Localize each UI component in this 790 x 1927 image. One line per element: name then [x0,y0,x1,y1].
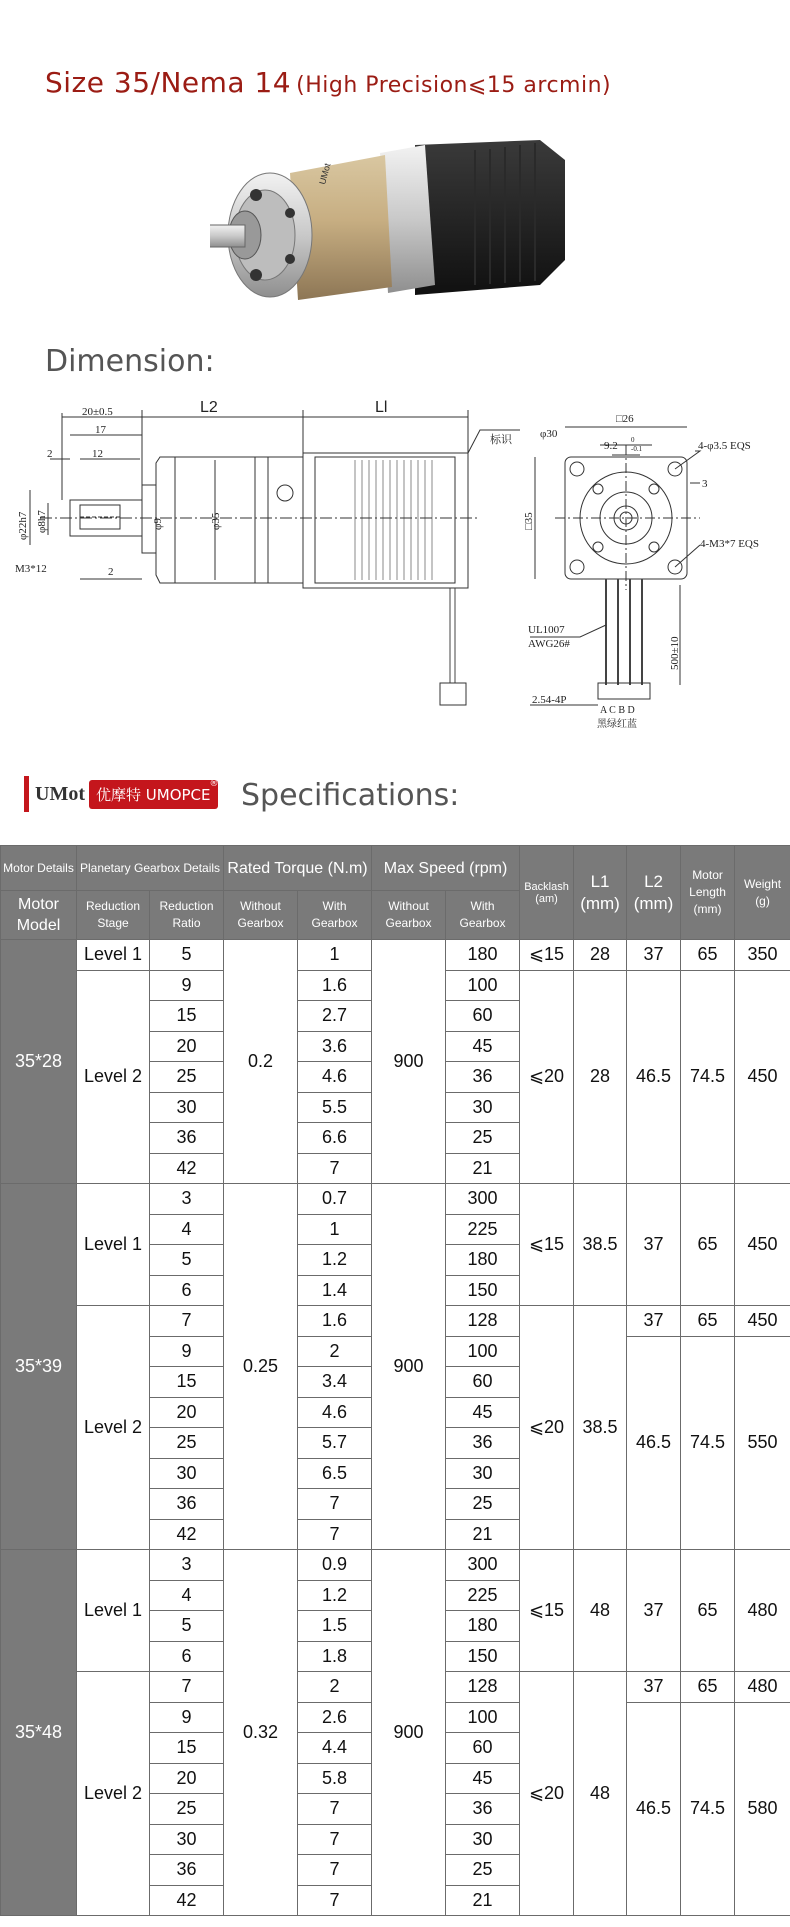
l1-cell: 48 [574,1550,627,1672]
weight-cell: 450 [735,1306,790,1337]
ratio-cell: 36 [150,1123,224,1154]
holes-eqs2: 4-M3*7 EQS [700,538,759,550]
th-motor-length: Motor Length (mm) [681,846,735,940]
backlash-cell: ⩽20 [520,1306,574,1550]
ratio-cell: 15 [150,1367,224,1398]
speed-cell: 45 [446,1763,520,1794]
speed-cell: 30 [446,1458,520,1489]
ratio-cell: 15 [150,1001,224,1032]
dim-2b: 2 [108,566,114,578]
th-gearbox-details: Planetary Gearbox Details [77,846,224,891]
backlash-cell: ⩽15 [520,1550,574,1672]
model-cell: 35*28 [1,940,77,1184]
specifications-table [0,845,790,1916]
svg-text:UMot: UMot [317,162,333,186]
l2-cell: 46.5 [627,1702,681,1916]
brand-logo [24,776,218,812]
torque-cell: 1.4 [298,1275,372,1306]
ratio-cell: 36 [150,1855,224,1886]
speed-cell: 36 [446,1428,520,1459]
speed-cell: 150 [446,1641,520,1672]
ratio-cell: 5 [150,1245,224,1276]
weight-cell: 450 [735,970,790,1184]
dim-l2: L2 [200,399,218,416]
speed-without-cell: 900 [372,1184,446,1550]
ratio-cell: 25 [150,1062,224,1093]
logo-brand: UMOPCE [145,785,211,804]
backlash-cell: ⩽15 [520,940,574,971]
speed-cell: 36 [446,1062,520,1093]
connector: 2.54-4P [532,694,567,706]
l1-cell: 28 [574,940,627,971]
th-weight: Weight (g) [735,846,790,940]
motor-length-cell: 65 [681,940,735,971]
l2-cell: 37 [627,1184,681,1306]
torque-cell: 7 [298,1885,372,1916]
tol-bot: -0.1 [631,445,643,453]
model-cell: 35*48 [1,1550,77,1916]
motor-length-cell: 65 [681,1184,735,1306]
dim-phi9: φ9 [152,518,164,530]
th-speed-with: With Gearbox [446,891,520,940]
torque-cell: 7 [298,1794,372,1825]
speed-cell: 100 [446,1336,520,1367]
speed-cell: 180 [446,1245,520,1276]
torque-cell: 7 [298,1519,372,1550]
speed-cell: 25 [446,1489,520,1520]
logo-umot: UMot [35,782,85,805]
torque-cell: 5.5 [298,1092,372,1123]
l1-cell: 38.5 [574,1184,627,1306]
speed-cell: 45 [446,1031,520,1062]
speed-cell: 30 [446,1092,520,1123]
l2-cell: 37 [627,1306,681,1337]
dimension-drawing [0,385,790,775]
model-cell: 35*39 [1,1184,77,1550]
torque-cell: 6.5 [298,1458,372,1489]
torque-cell: 5.8 [298,1763,372,1794]
backlash-cell: ⩽20 [520,970,574,1184]
ratio-cell: 36 [150,1489,224,1520]
speed-cell: 30 [446,1824,520,1855]
l2-cell: 46.5 [627,970,681,1184]
ratio-cell: 6 [150,1275,224,1306]
stage-cell: Level 1 [77,1184,150,1306]
l1-cell: 38.5 [574,1306,627,1550]
speed-cell: 300 [446,1550,520,1581]
torque-cell: 5.7 [298,1428,372,1459]
l2-cell: 46.5 [627,1336,681,1550]
ratio-cell: 30 [150,1092,224,1123]
l1-cell: 48 [574,1672,627,1916]
torque-without-cell: 0.25 [224,1184,298,1550]
ratio-cell: 25 [150,1428,224,1459]
torque-cell: 7 [298,1489,372,1520]
speed-cell: 25 [446,1123,520,1154]
ratio-cell: 42 [150,1519,224,1550]
dim-phi30: φ30 [540,428,558,440]
ratio-cell: 3 [150,1184,224,1215]
stage-cell: Level 2 [77,1672,150,1916]
side-view [30,410,520,705]
torque-cell: 1.5 [298,1611,372,1642]
speed-cell: 225 [446,1580,520,1611]
motor-length-cell: 65 [681,1306,735,1337]
torque-cell: 4.6 [298,1062,372,1093]
ratio-cell: 5 [150,940,224,971]
torque-cell: 6.6 [298,1123,372,1154]
torque-cell: 2.6 [298,1702,372,1733]
th-motor-details: Motor Details [1,846,77,891]
torque-cell: 2 [298,1672,372,1703]
l1-cell: 28 [574,970,627,1184]
motor-length-cell: 65 [681,1550,735,1672]
ratio-cell: 9 [150,970,224,1001]
backlash-cell: ⩽20 [520,1672,574,1916]
weight-cell: 480 [735,1672,790,1703]
ratio-cell: 7 [150,1672,224,1703]
ratio-cell: 20 [150,1763,224,1794]
thread-m3: M3*12 [15,563,47,575]
stage-cell: Level 2 [77,970,150,1184]
speed-cell: 21 [446,1885,520,1916]
dim-sq35: □35 [523,512,535,530]
th-reduction-ratio: Reduction Ratio [150,891,224,940]
stage-cell: Level 1 [77,940,150,971]
th-torque-without: Without Gearbox [224,891,298,940]
dim-l1: Ll [375,399,388,416]
weight-cell: 450 [735,1184,790,1306]
table-row [1,940,790,971]
tol-top: 0 [631,436,635,444]
dim-20: 20±0.5 [82,406,113,418]
torque-cell: 3.6 [298,1031,372,1062]
ratio-cell: 25 [150,1794,224,1825]
speed-cell: 25 [446,1855,520,1886]
torque-cell: 7 [298,1824,372,1855]
th-max-speed: Max Speed (rpm) [372,846,520,891]
wire-length: 500±10 [669,636,681,670]
stage-cell: Level 2 [77,1306,150,1550]
ratio-cell: 5 [150,1611,224,1642]
product-image [210,135,575,320]
ratio-cell: 4 [150,1214,224,1245]
ratio-cell: 30 [150,1458,224,1489]
l2-cell: 37 [627,1672,681,1703]
dim-17: 17 [95,424,106,436]
ratio-cell: 30 [150,1824,224,1855]
dimension-heading: Dimension: [45,344,215,379]
th-backlash: Backlash (am) [520,846,574,940]
wire-gauge: AWG26# [528,638,570,650]
th-motor-model: Motor Model [1,891,77,940]
speed-cell: 300 [446,1184,520,1215]
wire-colors: 黑绿红蓝 [597,719,637,730]
torque-cell: 1 [298,940,372,971]
th-speed-without: Without Gearbox [372,891,446,940]
torque-cell: 4.4 [298,1733,372,1764]
dim-phi8: φ8h7 [36,510,48,533]
torque-cell: 1.6 [298,1306,372,1337]
motor-length-cell: 65 [681,1672,735,1703]
speed-cell: 100 [446,1702,520,1733]
speed-cell: 100 [446,970,520,1001]
backlash-cell: ⩽15 [520,1184,574,1306]
torque-cell: 1.8 [298,1641,372,1672]
speed-without-cell: 900 [372,1550,446,1916]
torque-without-cell: 0.2 [224,940,298,1184]
l2-cell: 37 [627,1550,681,1672]
dim-phi22: φ22h7 [17,511,29,540]
label-marker: 标识 [490,434,512,446]
speed-cell: 21 [446,1153,520,1184]
speed-cell: 60 [446,1733,520,1764]
page-title [45,66,611,99]
pin-labels: A C B D [600,705,635,716]
ratio-cell: 3 [150,1550,224,1581]
torque-cell: 2.7 [298,1001,372,1032]
torque-cell: 4.6 [298,1397,372,1428]
l2-cell: 37 [627,940,681,971]
table-row [1,1550,790,1581]
title-sub: (High Precision⩽15 arcmin) [296,73,612,98]
speed-cell: 128 [446,1306,520,1337]
table-row [1,1184,790,1215]
speed-without-cell: 900 [372,940,446,1184]
holes-eqs1: 4-φ3.5 EQS [698,440,751,452]
speed-cell: 36 [446,1794,520,1825]
motor-length-cell: 74.5 [681,970,735,1184]
speed-cell: 225 [446,1214,520,1245]
weight-cell: 580 [735,1702,790,1916]
ratio-cell: 20 [150,1397,224,1428]
ratio-cell: 9 [150,1336,224,1367]
ratio-cell: 6 [150,1641,224,1672]
ratio-cell: 42 [150,1153,224,1184]
speed-cell: 60 [446,1367,520,1398]
torque-cell: 2 [298,1336,372,1367]
speed-cell: 60 [446,1001,520,1032]
weight-cell: 480 [735,1550,790,1672]
ratio-cell: 15 [150,1733,224,1764]
torque-cell: 0.7 [298,1184,372,1215]
speed-cell: 180 [446,1611,520,1642]
dim-phi35: φ35 [210,512,222,530]
dim-sq26: □26 [616,413,634,425]
torque-cell: 0.9 [298,1550,372,1581]
th-l1: L1 (mm) [574,846,627,940]
ratio-cell: 4 [150,1580,224,1611]
th-l2: L2 (mm) [627,846,681,940]
stage-cell: Level 1 [77,1550,150,1672]
speed-cell: 45 [446,1397,520,1428]
speed-cell: 150 [446,1275,520,1306]
th-reduction-stage: Reduction Stage [77,891,150,940]
dim-2a: 2 [47,448,53,460]
logo-reg: ® [209,778,219,789]
torque-without-cell: 0.32 [224,1550,298,1916]
torque-cell: 1.6 [298,970,372,1001]
ratio-cell: 42 [150,1885,224,1916]
motor-length-cell: 74.5 [681,1702,735,1916]
torque-cell: 1 [298,1214,372,1245]
logo-cn: 优摩特 [95,785,141,804]
th-rated-torque: Rated Torque (N.m) [224,846,372,891]
torque-cell: 7 [298,1153,372,1184]
speed-cell: 180 [446,940,520,971]
title-main: Size 35/Nema 14 [45,66,292,99]
ratio-cell: 9 [150,1702,224,1733]
logo-pill [89,780,218,809]
torque-cell: 1.2 [298,1580,372,1611]
weight-cell: 350 [735,940,790,971]
torque-cell: 7 [298,1855,372,1886]
dim-3: 3 [702,478,708,490]
motor-length-cell: 74.5 [681,1336,735,1550]
th-torque-with: With Gearbox [298,891,372,940]
dim-12: 12 [92,448,103,460]
ratio-cell: 20 [150,1031,224,1062]
torque-cell: 3.4 [298,1367,372,1398]
dim-92: 9.2 [604,440,618,452]
weight-cell: 550 [735,1336,790,1550]
torque-cell: 1.2 [298,1245,372,1276]
speed-cell: 128 [446,1672,520,1703]
speed-cell: 21 [446,1519,520,1550]
wire-type: UL1007 [528,624,565,636]
specifications-heading: Specifications: [241,778,460,813]
ratio-cell: 7 [150,1306,224,1337]
